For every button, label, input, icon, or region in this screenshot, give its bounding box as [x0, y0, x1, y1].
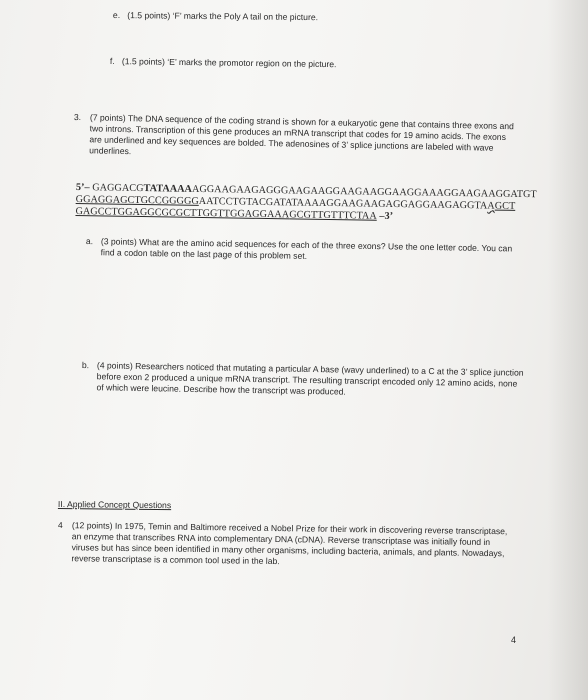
question-3a — [86, 236, 526, 266]
question-3 — [75, 112, 521, 165]
dna-line-1-end: AGGAAGAAGAGGGAAGAAGGAAGAAGGAAGGAAAGGAAGAAGGATGT — [191, 183, 537, 201]
item-e-text: (1.5 points) ‘F’ marks the Poly A tail on the picture. — [127, 10, 319, 23]
question-3b — [81, 360, 527, 401]
question-4-number: 4 — [57, 520, 63, 531]
question-3a-text: (3 points) What are the amino acid sequences for each of the three exons? Use the one letter code. You can find a codon table on the last page of this problem set. — [100, 236, 513, 261]
item-f-label: f. — [109, 56, 115, 67]
dna-sequence — [75, 182, 546, 225]
three-prime-label: –3’ — [376, 210, 394, 222]
question-3a-label: a. — [85, 236, 94, 247]
exon-segment: GCGTTGTTTCTAA — [289, 209, 377, 222]
question-3b-label: b. — [81, 360, 90, 371]
exon-segment: GGAGGAGCTGCCGGGGG — [75, 193, 199, 207]
item-e — [113, 10, 318, 23]
question-4 — [57, 520, 518, 570]
five-prime-label: 5’– — [75, 182, 93, 194]
question-3-number: 3. — [73, 111, 82, 123]
question-3-text: (7 points) The DNA sequence of the coding strand is shown for a eukaryotic gene that contains three exons and two introns. Transcription of this gene produces an mRNA transcript that codes for 19 amino acids. The exons are underlined and key sequences are bolded. The adenosines of 3’ splice junctions are labeled with wave underlines. — [89, 112, 514, 157]
exon-segment: GCT — [494, 200, 516, 212]
item-f-text: (1.5 points) ‘E’ marks the promotor region on the picture. — [121, 56, 337, 70]
splice-junction-a: A — [487, 200, 495, 212]
question-3b-text: (4 points) Researchers noticed that mutating a particular A base (wavy underlined) to a C at the 3’ splice junction before exon 2 produced a unique mRNA transcript. The resulting transcript encoded only 12 amino acids, none of which were leucine. Describe how the transcript was produced. — [96, 360, 524, 397]
question-4-text: (12 points) In 1975, Temin and Baltimore received a Nobel Prize for their work in discovering reverse transcriptase, an enzyme that transcribes RNA into complementary DNA (cDNA). Reverse transcriptase was initially found in viruses but has since been identified in many other organisms, including bacteria, animals, and plants. Nowadays, reverse transcriptase is a common tool used in the lab. — [71, 520, 508, 567]
item-e-label: e. — [112, 10, 121, 21]
page-number: 4 — [511, 635, 517, 645]
tata-box: TATAAAA — [143, 183, 193, 195]
item-f — [110, 56, 337, 70]
exon-segment: GAGCCTGGAGGCGCGCTTGGTTGGAGGAAA — [75, 205, 290, 221]
intron-segment: AATCCTGTACGATATAAAAGGAAGAAGAGGAGGAAGAGGTA — [198, 195, 488, 212]
dna-line-1-start: GAGGACG — [92, 182, 144, 195]
section-heading: II. Applied Concept Questions — [57, 499, 172, 511]
